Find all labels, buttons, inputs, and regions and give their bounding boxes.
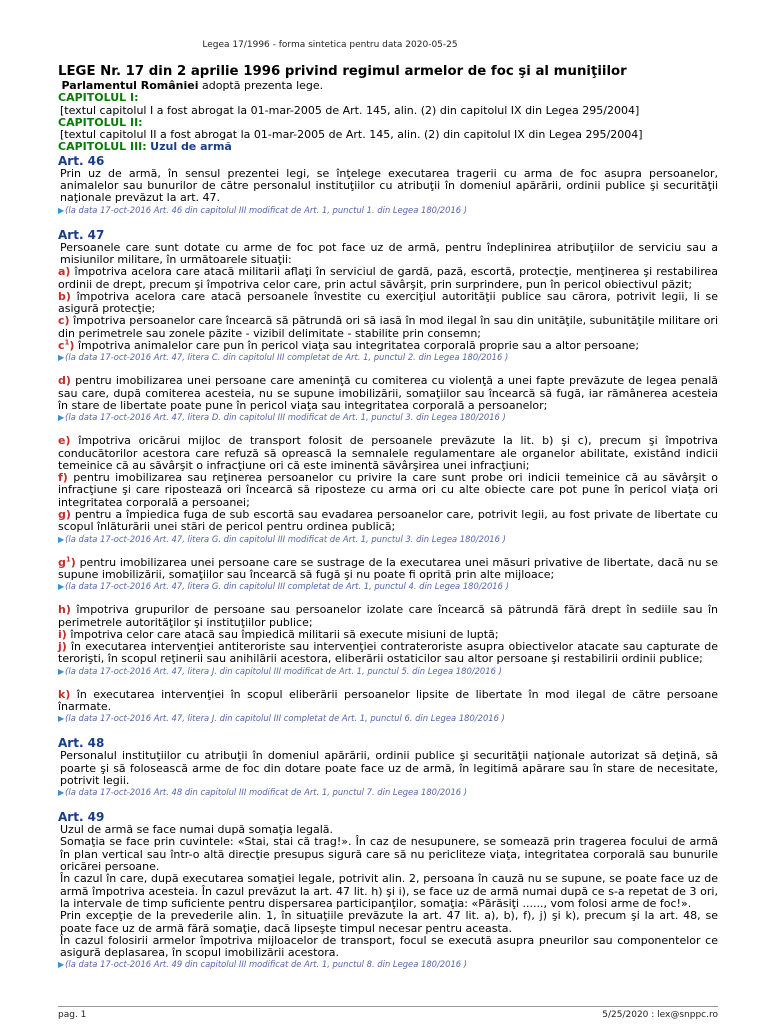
item-letter: $g^1$) — [58, 554, 76, 569]
art-47-item-a — [58, 266, 718, 291]
item-letter: i) — [58, 627, 67, 641]
footer-date-email: 5/25/2020 : lex@snppc.ro — [602, 1010, 718, 1020]
item-letter: b) — [58, 289, 71, 303]
parliament-label: Parlamentul României — [61, 79, 199, 92]
art-49-paragraph: Somaţia se face prin cuvintele: «Stai, stai că trag!». În caz de nesupunere, se somează prin tragerea focului de armă în plan vertical sau într-o altă direcţie presupus sigură care să nu pericliteze viaţa, integritatea corporală sau bunurile oricărei persoane. — [60, 835, 718, 874]
item-text: împotriva persoanelor care încearcă să pătrundă ori să iasă în mod ilegal în sau din unităţile, subunităţile militare ori din perimetrele sau zonele păzite - vizibil delimitate - stabilite prin consemn; — [58, 314, 719, 340]
law-title: LEGE Nr. 17 din 2 aprilie 1996 privind regimul armelor de foc şi al muniţiilor — [58, 64, 627, 79]
art-48-text: Personalul instituţiilor cu atribuţii în domeniul apărării, ordinii publice şi securităţii naţionale autorizat să deţină, să poarte şi să folosească arme de foc din dotare poate face uz de armă, în legitimă apărare sau în stare de necesitate, potrivit legii. — [60, 749, 718, 787]
art-49-paragraph: În cazul folosirii armelor împotriva mijloacelor de transport, focul se execută asupra pneurilor sau componentelor ce asigură deplasarea, în scopul imobilizării acestora. — [60, 933, 718, 960]
art-47-k-note[interactable] — [58, 713, 718, 724]
item-letter: a) — [58, 265, 71, 279]
art-48-label: Art. 48 — [58, 736, 105, 751]
note-arrow-icon: ▶ — [58, 353, 65, 363]
item-text: pentru imobilizarea unei persoane care ameninţă cu comiterea cu violenţă a unei fapte prevăzute de legea penală sau care, după comiterea acesteia, nu se supune imobilizării, somaţiilor sau încearcă să fugă, iar rămânerea acesteia în stare de libertate poate pune în pericol viaţa sau integritatea corporală a persoanelor; — [58, 374, 718, 412]
note-text: (la data 17-oct-2016 Art. 47, litera J. din capitolul III modificat de Art. 1, punctul 5. din Legea 180/2016 ) — [65, 665, 502, 676]
item-letter: g) — [58, 508, 71, 522]
note-arrow-icon: ▶ — [58, 666, 65, 676]
item-letter: f) — [58, 471, 68, 485]
note-text: (la data 17-oct-2016 Art. 47, litera J. din capitolul III completat de Art. 1, punctul 6. din Legea 180/2016 ) — [65, 713, 505, 724]
art-47-g1-note[interactable] — [58, 581, 718, 592]
art-49-note[interactable] — [58, 959, 718, 970]
document-content — [58, 64, 718, 970]
art-47-item-k — [58, 689, 718, 714]
chapter-1-label: CAPITOLUL I: — [58, 91, 139, 105]
item-text: pentru a împiedica fuga de sub escortă sau evadarea persoanelor care, potrivit legii, au fost private de libertate cu scopul înlăturării unei stări de pericol pentru ordinea publică; — [58, 508, 719, 534]
item-letter: j) — [58, 640, 67, 654]
note-arrow-icon: ▶ — [58, 714, 65, 724]
art-47-item-d — [58, 375, 718, 412]
art-47-item-c1 — [58, 340, 718, 352]
art-47-item-h — [58, 604, 718, 629]
page-header: Legea 17/1996 - forma sintetica pentru data 2020-05-25 — [202, 40, 458, 50]
item-text: în executarea intervenţiei în scopul eliberării persoanelor lipsite de libertate în mod ilegal de către persoane înarmate. — [58, 687, 719, 713]
item-text: împotriva acelora care atacă persoanele învestite cu exerciţiul autorităţii publice sau cărora, potrivit legii, li se asigură protecţie; — [58, 289, 718, 316]
art-47-item-g1 — [58, 554, 718, 582]
art-46-note-text: (la data 17-oct-2016 Art. 46 din capitolul III modificat de Art. 1, punctul 1. din Legea 180/2016 ) — [65, 204, 468, 215]
item-text: împotriva oricărui mijloc de transport folosit de persoanele prevăzute la lit. b) şi c), precum şi împotriva conducătorilor acestora care refuză să oprească la semnalele regulamentare ale organelor abilitate, existând indicii temeinice că au săvârşit o infracţiune ori că este iminentă săvârşirea unei infracţiuni; — [58, 434, 719, 472]
note-text: (la data 17-oct-2016 Art. 47, litera D. din capitolul III modificat de Art. 1, punctul 3. din Legea 180/2016 ) — [65, 412, 506, 423]
note-text: (la data 17-oct-2016 Art. 48 din capitolul III modificat de Art. 1, punctul 7. din Legea 180/2016 ) — [65, 787, 468, 798]
note-arrow-icon: ▶ — [58, 960, 65, 970]
art-47-item-f — [58, 472, 718, 509]
art-49-paragraph: În cazul în care, după executarea somaţiei legale, potrivit alin. 2, persoana în cauză nu se supune, se poate face uz de armă împotriva acesteia. În cazul prevăzut la art. 47 lit. h) şi i), se face uz de armă numai după ce s-a repetat de 3 ori, la intervale de timp suficiente pentru dispersarea participanţilor, somaţia: «Părăsiţi ......, vom folosi arme de foc!». — [60, 872, 718, 910]
note-arrow-icon: ▶ — [58, 413, 65, 423]
art-47-c1-note[interactable] — [58, 352, 718, 363]
item-letter: c) — [58, 314, 70, 328]
document-page — [58, 0, 718, 1024]
item-letter: d) — [58, 374, 71, 388]
note-text: (la data 17-oct-2016 Art. 47, litera C. din capitolul III completat de Art. 1, punctul 2. din Legea 180/2016 ) — [65, 352, 509, 363]
note-text: (la data 17-oct-2016 Art. 47, litera G. din capitolul III completat de Art. 1, punctul 4. din Legea 180/2016 ) — [65, 581, 509, 592]
note-arrow-icon: ▶ — [58, 205, 65, 215]
chapter-2-text: [textul capitolul II a fost abrogat la 01-mar-2005 de Art. 145, alin. (2) din capitolul IX din Legea 295/2004] — [60, 128, 643, 142]
item-text: împotriva animalelor care pun în pericol viaţa sau integritatea corporală proprie sau a altor persoane; — [77, 339, 640, 353]
note-arrow-icon: ▶ — [58, 534, 65, 544]
note-arrow-icon: ▶ — [58, 582, 65, 592]
art-47-g-note[interactable] — [58, 534, 718, 545]
art-47-item-b — [58, 291, 718, 316]
item-text: împotriva grupurilor de persoane sau persoanelor izolate care încearcă să pătrundă fără drept în sediile sau în perimetrele autorităţilor şi instituţiilor publice; — [58, 603, 718, 629]
chapter-1-text: [textul capitolul I a fost abrogat la 01-mar-2005 de Art. 145, alin. (2) din capitolul IX din Legea 295/2004] — [60, 103, 640, 117]
item-text: pentru imobilizarea sau reţinerea persoanelor cu privire la care sunt probe ori indicii temeinice că au săvârşit o infracţiune şi care ripostează ori încearcă să riposteze cu arma ori cu alte obiecte care pot pune în pericol viaţa ori integritatea corporală a persoanei; — [58, 471, 718, 509]
art-47-label: Art. 47 — [58, 227, 105, 242]
chapter-2-label: CAPITOLUL II: — [58, 115, 143, 129]
intro-text: adoptă prezenta lege. — [198, 79, 324, 92]
item-letter: k) — [58, 687, 71, 701]
intro-line — [58, 80, 718, 92]
item-text: împotriva acelora care atacă militarii aflaţi în serviciul de gardă, pază, escortă, protecţie, menţinerea şi restabilirea ordinii de drept, precum şi împotriva celor care, prin actul săvârşit, prin surprindere, pun în pericol obiectivul păzit; — [58, 265, 718, 291]
art-47-item-g — [58, 509, 718, 534]
art-47-intro: Persoanele care sunt dotate cu arme de foc pot face uz de armă, pentru îndeplinirea atribuţiilor de serviciu sau a misiunilor militare, în următoarele situaţii: — [60, 240, 718, 266]
chapter-3-heading — [58, 141, 718, 153]
art-46-note[interactable] — [58, 205, 718, 216]
item-text: în executarea intervenţiei antiteroriste sau intervenţiei contrateroriste asupra obiectivelor atacate sau capturate de terorişti, în scopul reţinerii sau anihilării acestora, eliberării ostaticilor sau altor persoane şi restabilirii ordinii publice; — [58, 640, 718, 666]
footer-divider — [58, 1006, 718, 1007]
art-47-item-j — [58, 641, 718, 666]
art-46-label: Art. 46 — [58, 153, 105, 168]
note-arrow-icon: ▶ — [58, 788, 65, 798]
item-letter: $c^1$) — [58, 338, 75, 353]
art-49-paragraph: Prin excepţie de la prevederile alin. 1, în situaţiile prevăzute la art. 47 lit. a), b), f), j) şi k), precum şi la art. 48, se poate face uz de armă fără somaţie, dacă lipseşte timpul necesar pentru aceasta. — [60, 909, 718, 935]
art-47-item-c — [58, 315, 718, 340]
art-46-text: Prin uz de armă, în sensul prezentei legi, se înţelege executarea tragerii cu arma de foc asupra persoanelor, animalelor sau bunurilor de către personalul instituţiilor cu atribuţii în domeniul apărării, ordinii publice şi securităţii naţionale prevăzut la art. 47. — [60, 166, 718, 205]
note-text: (la data 17-oct-2016 Art. 49 din capitolul III modificat de Art. 1, punctul 8. din Legea 180/2016 ) — [65, 959, 468, 970]
item-letter: h) — [58, 603, 71, 617]
art-47-j-note[interactable] — [58, 666, 718, 677]
item-letter: e) — [58, 434, 71, 448]
page-number: pag. 1 — [58, 1010, 87, 1020]
note-text: (la data 17-oct-2016 Art. 47, litera G. din capitolul III modificat de Art. 1, punctul 3. din Legea 180/2016 ) — [65, 533, 506, 544]
art-48-note[interactable] — [58, 787, 718, 798]
art-47-d-note[interactable] — [58, 412, 718, 423]
art-49-paragraph: Uzul de armă se face numai după somaţia legală. — [60, 823, 334, 837]
item-text: împotriva celor care atacă sau împiedică militarii să execute misiuni de luptă; — [70, 627, 499, 641]
art-49-label: Art. 49 — [58, 810, 105, 825]
chapter-3-name: Uzul de armă — [150, 140, 232, 154]
item-text: pentru imobilizarea unei persoane care se sustrage de la executarea unei măsuri privative de libertate, dacă nu se supune imobilizării, somaţiilor sau încearcă să fugă şi nu poate fi oprită prin alte mijloace; — [58, 555, 718, 581]
art-47-item-e — [58, 435, 718, 472]
chapter-3-label: CAPITOLUL III: — [58, 140, 147, 154]
